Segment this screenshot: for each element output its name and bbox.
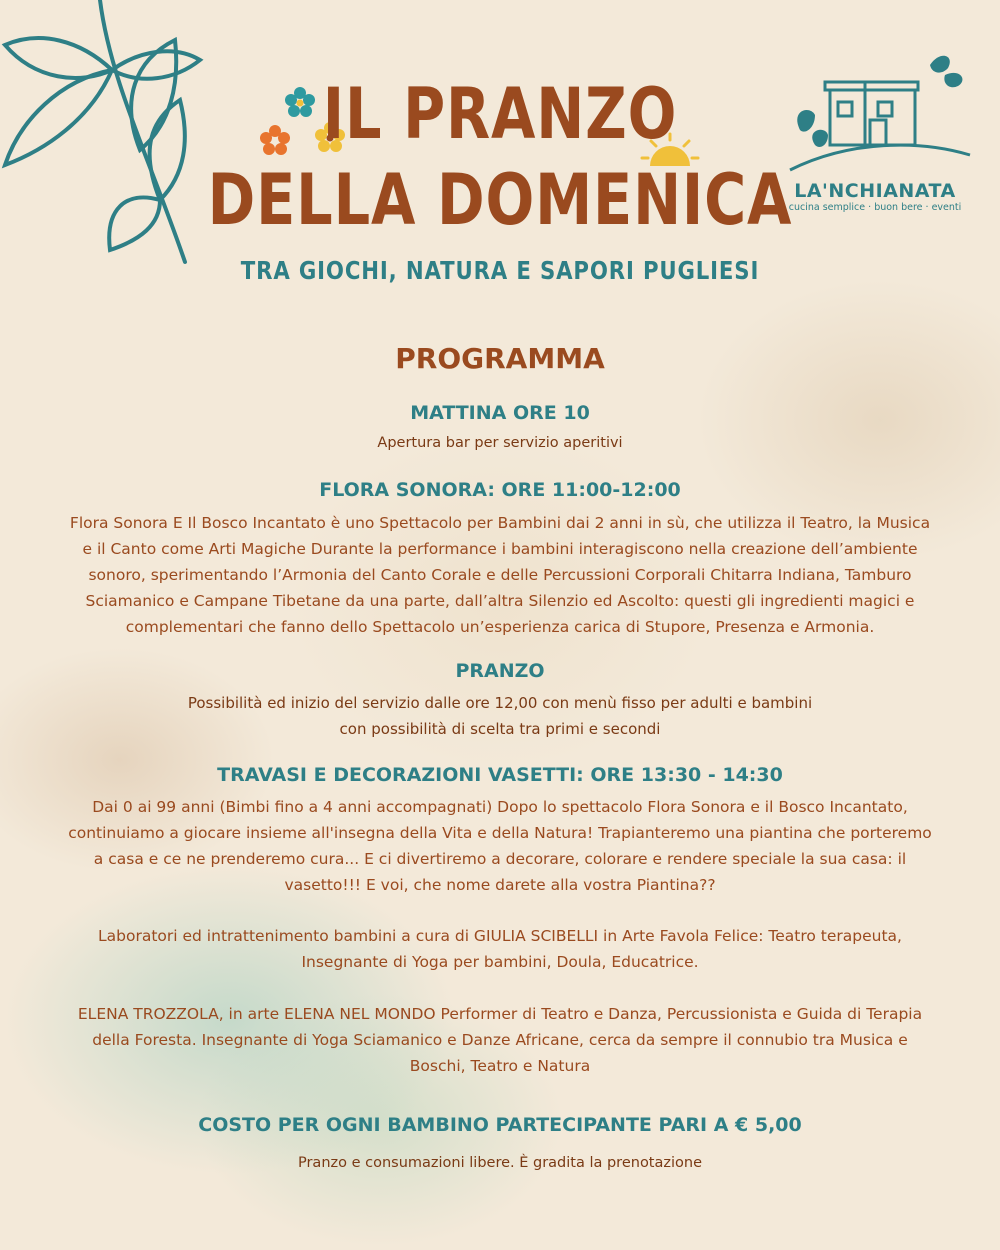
section-text-morning: Apertura bar per servizio aperitivi bbox=[377, 435, 623, 451]
farmhouse-icon bbox=[770, 50, 980, 180]
body-line: Possibilità ed inizio del servizio dalle ore 12,00 con menù fisso per adulti e bambini bbox=[187, 694, 813, 712]
body-line: a casa e ce ne prenderemo cura... E ci divertiremo a decorare, colorare e rendere speciale la sua casa: il bbox=[93, 850, 907, 868]
body-line: Laboratori ed intrattenimento bambini a cura di GIULIA SCIBELLI in Arte Favola Felice: Teatro terapeuta, bbox=[98, 927, 902, 945]
body-line: con possibilità di scelta tra primi e secondi bbox=[339, 720, 661, 738]
page-title-line2: DELLA DOMENICA bbox=[207, 159, 793, 241]
section-title-costo: COSTO PER OGNI BAMBINO PARTECIPANTE PARI A € 5,00 bbox=[198, 1114, 802, 1136]
body-line: Dai 0 ai 99 anni (Bimbi fino a 4 anni accompagnati) Dopo lo spettacolo Flora Sonora e il Bosco Incantato, bbox=[92, 798, 908, 816]
page-subtitle: TRA GIOCHI, NATURA E SAPORI PUGLIESI bbox=[240, 256, 760, 285]
section-title-pranzo: PRANZO bbox=[455, 660, 545, 682]
body-line: della Foresta. Insegnante di Yoga Sciamanico e Danze Africane, cerca da sempre il connubio tra Musica e bbox=[92, 1031, 908, 1049]
section-body-laboratori bbox=[0, 923, 1000, 975]
section-body-travasi bbox=[0, 794, 1000, 898]
body-line: ELENA TROZZOLA, in arte ELENA NEL MONDO Performer di Teatro e Danza, Percussionista e Guida di Terapia bbox=[77, 1005, 923, 1023]
section-title-travasi: TRAVASI E DECORAZIONI VASETTI: ORE 13:30 - 14:30 bbox=[217, 764, 783, 786]
body-line: vasetto!!! E voi, che nome darete alla vostra Piantina?? bbox=[284, 876, 716, 894]
body-line: Sciamanico e Campane Tibetane da una parte, dall’altra Silenzio ed Ascolto: questi gli ingredienti magici e bbox=[85, 592, 915, 610]
body-line: sonoro, sperimentando l’Armonia del Canto Corale e delle Percussioni Corporali Chitarra Indiana, Tamburo bbox=[88, 566, 912, 584]
section-text-costo: Pranzo e consumazioni libere. È gradita la prenotazione bbox=[297, 1155, 703, 1171]
body-line: Insegnante di Yoga per bambini, Doula, Educatrice. bbox=[301, 953, 699, 971]
brand-logo bbox=[770, 50, 980, 215]
section-body-elena bbox=[0, 1001, 1000, 1079]
logo-tagline: cucina semplice · buon bere · eventi bbox=[788, 202, 962, 213]
section-title-flora: FLORA SONORA: ORE 11:00-12:00 bbox=[319, 479, 681, 501]
logo-brand-name: LA'NCHIANATA bbox=[794, 180, 956, 202]
section-body-flora bbox=[0, 510, 1000, 640]
section-title-morning: MATTINA ORE 10 bbox=[410, 402, 590, 424]
program-heading: PROGRAMMA bbox=[395, 342, 605, 375]
section-body-pranzo bbox=[0, 690, 1000, 742]
page-title-line1: IL PRANZO bbox=[322, 73, 678, 155]
body-line: continuiamo a giocare insieme all'insegna della Vita e della Natura! Trapianteremo una piantina che porteremo bbox=[68, 824, 932, 842]
body-line: complementari che fanno dello Spettacolo un’esperienza carica di Stupore, Presenza e Armonia. bbox=[125, 618, 875, 636]
body-line: Boschi, Teatro e Natura bbox=[409, 1057, 591, 1075]
body-line: e il Canto come Arti Magiche Durante la performance i bambini interagiscono nella creazione dell’ambiente bbox=[82, 540, 918, 558]
body-line: Flora Sonora E Il Bosco Incantato è uno Spettacolo per Bambini dai 2 anni in sù, che utilizza il Teatro, la Musica bbox=[69, 514, 931, 532]
